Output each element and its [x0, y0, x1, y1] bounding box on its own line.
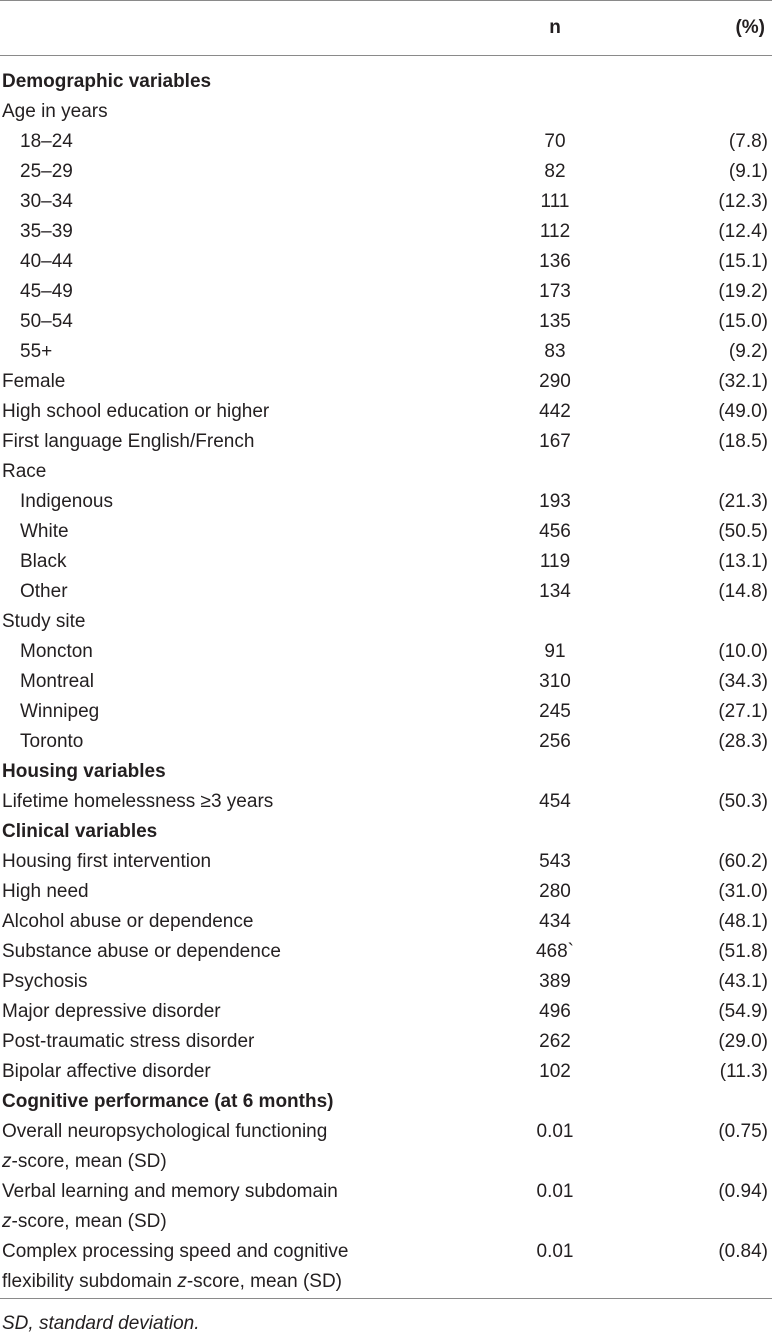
table-row [0, 157, 772, 187]
row-n-value: 0.01 [536, 1241, 574, 1262]
row-percent-value: (9.1) [728, 161, 768, 182]
row-n-value: 167 [539, 431, 571, 452]
row-label: High school education or higher [2, 401, 270, 422]
column-header-percent: (%) [735, 17, 765, 38]
row-n-value: 102 [539, 1061, 571, 1082]
row-percent-value: (21.3) [718, 491, 768, 512]
row-label: 35–39 [20, 221, 73, 242]
section-heading: Demographic variables [2, 71, 212, 92]
row-label: 50–54 [20, 311, 73, 332]
row-percent-value: (49.0) [718, 401, 768, 422]
row-percent-value: (0.94) [718, 1181, 768, 1202]
row-n-value: 135 [539, 311, 571, 332]
row-n-value: 543 [539, 851, 571, 872]
row-percent-value: (13.1) [718, 551, 768, 572]
row-percent-value: (15.1) [718, 251, 768, 272]
row-n-value: 456 [539, 521, 571, 542]
row-label: Age in years [2, 101, 108, 122]
table-row [0, 637, 772, 667]
section-heading-row [0, 1087, 772, 1117]
row-percent-value: (29.0) [718, 1031, 768, 1052]
table-row [0, 907, 772, 937]
row-percent-value: (9.2) [728, 341, 768, 362]
row-n-value: 442 [539, 401, 571, 422]
table-row [0, 577, 772, 607]
row-percent-value: (27.1) [718, 701, 768, 722]
row-label: 45–49 [20, 281, 73, 302]
table-row [0, 457, 772, 487]
table-row [0, 607, 772, 637]
table-row [0, 847, 772, 877]
table-row [0, 1027, 772, 1057]
row-n-value: 83 [544, 341, 566, 362]
row-label: White [20, 521, 69, 542]
row-percent-value: (7.8) [728, 131, 768, 152]
row-label: Toronto [20, 731, 84, 752]
table-row [0, 547, 772, 577]
table-row [0, 1057, 772, 1087]
row-n-value: 434 [539, 911, 571, 932]
table-row [0, 1237, 772, 1297]
row-n-value: 389 [539, 971, 571, 992]
row-label: Study site [2, 611, 86, 632]
row-percent-value: (12.3) [718, 191, 768, 212]
row-label: Indigenous [20, 491, 113, 512]
row-label: Substance abuse or dependence [2, 941, 281, 962]
row-percent-value: (0.75) [718, 1121, 768, 1142]
row-label: 25–29 [20, 161, 73, 182]
row-percent-value: (51.8) [718, 941, 768, 962]
row-n-value: 245 [539, 701, 571, 722]
row-label: Montreal [20, 671, 94, 692]
table-row [0, 787, 772, 817]
row-n-value: 193 [539, 491, 571, 512]
section-heading-row [0, 817, 772, 847]
row-n-value: 290 [539, 371, 571, 392]
row-label: High need [2, 881, 89, 902]
row-n-value: 256 [539, 731, 571, 752]
row-percent-value: (60.2) [718, 851, 768, 872]
row-n-value: 112 [539, 221, 571, 242]
row-label: Moncton [20, 641, 93, 662]
table-row [0, 997, 772, 1027]
row-n-value: 134 [539, 581, 571, 602]
row-percent-value: (54.9) [718, 1001, 768, 1022]
table-row [0, 187, 772, 217]
row-percent-value: (18.5) [718, 431, 768, 452]
row-n-value: 262 [539, 1031, 571, 1052]
section-heading-row [0, 757, 772, 787]
table-row [0, 487, 772, 517]
row-percent-value: (19.2) [718, 281, 768, 302]
row-n-value: 111 [540, 191, 570, 212]
table-row [0, 217, 772, 247]
row-percent-value: (32.1) [718, 371, 768, 392]
table-row [0, 427, 772, 457]
row-percent-value: (14.8) [718, 581, 768, 602]
row-label: First language English/French [2, 431, 255, 452]
table-row [0, 127, 772, 157]
row-label: Female [2, 371, 66, 392]
row-n-value: 91 [544, 641, 566, 662]
row-n-value: 136 [539, 251, 571, 272]
table-row [0, 307, 772, 337]
row-percent-value: (31.0) [718, 881, 768, 902]
section-heading: Cognitive performance (at 6 months) [2, 1091, 334, 1112]
row-n-value: 454 [539, 791, 571, 812]
row-n-value: 82 [544, 161, 566, 182]
table-row [0, 277, 772, 307]
row-percent-value: (43.1) [718, 971, 768, 992]
row-label: 18–24 [20, 131, 73, 152]
table-row [0, 697, 772, 727]
row-n-value: 310 [539, 671, 571, 692]
table-row [0, 1177, 772, 1237]
row-label: Housing first intervention [2, 851, 212, 872]
row-n-value: 496 [539, 1001, 571, 1022]
table-row [0, 367, 772, 397]
section-heading: Clinical variables [2, 821, 158, 842]
table-row [0, 337, 772, 367]
row-percent-value: (28.3) [718, 731, 768, 752]
table-row [0, 397, 772, 427]
row-n-value: 280 [539, 881, 571, 902]
row-label: 30–34 [20, 191, 73, 212]
row-label: Complex processing speed and cognitive flexibility subdomain z-score, mean (SD) [2, 1241, 349, 1292]
row-n-value: 70 [544, 131, 566, 152]
row-label: Other [20, 581, 68, 602]
table-row [0, 937, 772, 967]
table-row [0, 517, 772, 547]
table-row [0, 247, 772, 277]
table-row [0, 727, 772, 757]
row-n-value: 119 [539, 551, 571, 572]
row-label: Verbal learning and memory subdomain z-score, mean (SD) [2, 1181, 338, 1232]
table-row [0, 877, 772, 907]
table-row [0, 97, 772, 127]
row-n-value: 0.01 [536, 1181, 574, 1202]
row-label: 55+ [20, 341, 53, 362]
table-footnote: SD, standard deviation. [2, 1313, 200, 1334]
row-n-value: 173 [539, 281, 571, 302]
section-heading: Housing variables [2, 761, 166, 782]
row-percent-value: (50.5) [718, 521, 768, 542]
row-label: Lifetime homelessness ≥3 years [2, 791, 274, 812]
header-rule [0, 55, 772, 56]
row-percent-value: (48.1) [718, 911, 768, 932]
row-n-value: 0.01 [536, 1121, 574, 1142]
row-label: Major depressive disorder [2, 1001, 221, 1022]
table-row [0, 667, 772, 697]
row-percent-value: (10.0) [718, 641, 768, 662]
table-bottom-rule [0, 1298, 772, 1299]
row-percent-value: (0.84) [718, 1241, 768, 1262]
section-heading-row [0, 67, 772, 97]
row-label: Black [20, 551, 67, 572]
row-label: Bipolar affective disorder [2, 1061, 211, 1082]
table-row [0, 1117, 772, 1177]
table-body [0, 67, 772, 1297]
row-n-value: 468` [535, 941, 575, 962]
row-percent-value: (50.3) [718, 791, 768, 812]
row-label: Winnipeg [20, 701, 100, 722]
column-header-n: n [549, 17, 561, 38]
table-top-rule [0, 0, 772, 1]
table-row [0, 967, 772, 997]
row-percent-value: (12.4) [718, 221, 768, 242]
row-percent-value: (34.3) [718, 671, 768, 692]
row-label: Race [2, 461, 47, 482]
row-label: Psychosis [2, 971, 88, 992]
row-label: Alcohol abuse or dependence [2, 911, 254, 932]
row-percent-value: (15.0) [718, 311, 768, 332]
row-percent-value: (11.3) [719, 1061, 768, 1082]
row-label: 40–44 [20, 251, 73, 272]
row-label: Overall neuropsychological functioning z-score, mean (SD) [2, 1121, 328, 1172]
row-label: Post-traumatic stress disorder [2, 1031, 255, 1052]
